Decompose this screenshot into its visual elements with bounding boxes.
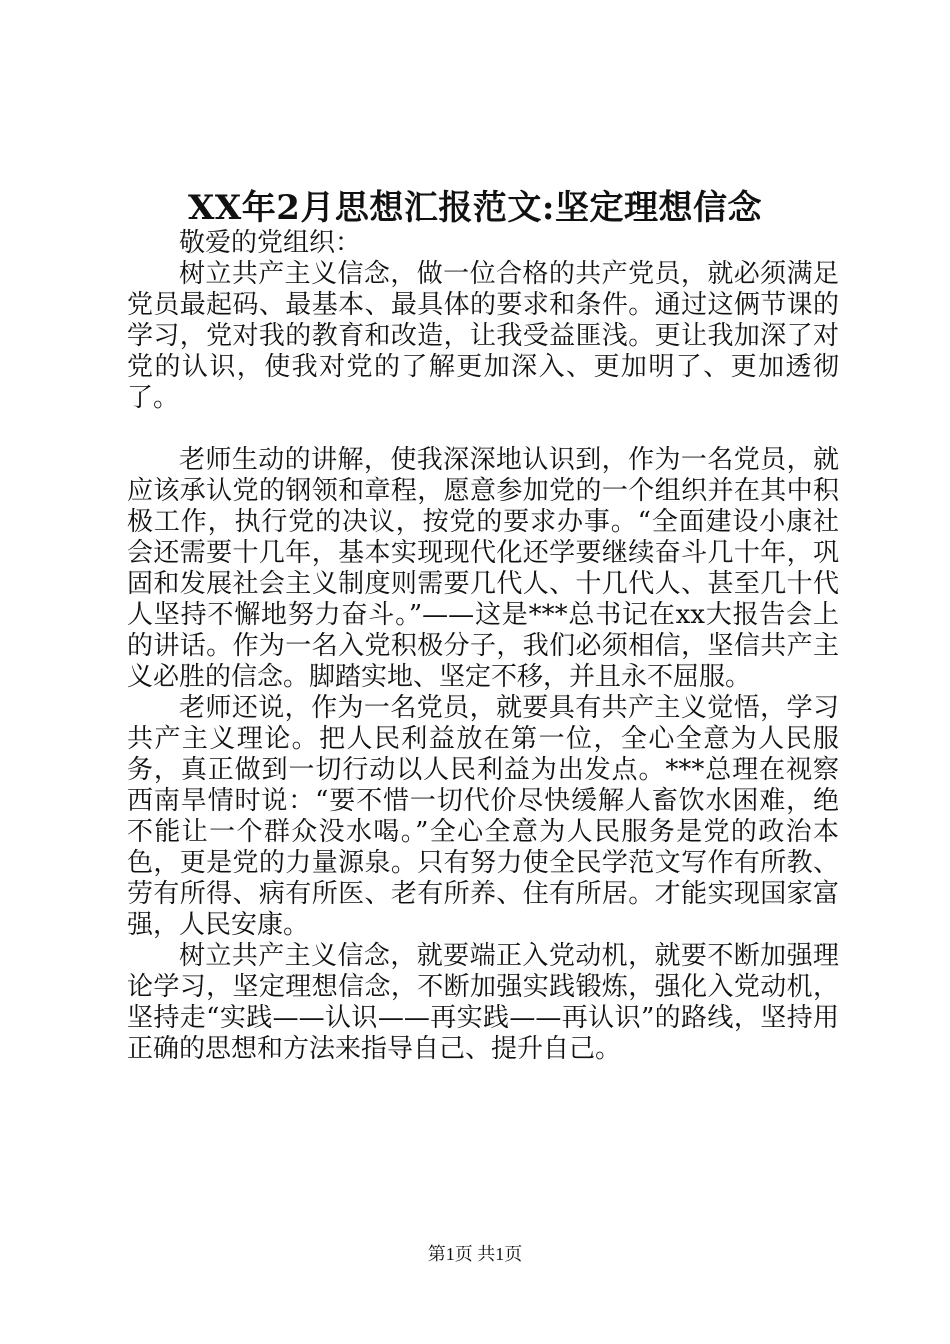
salutation: 敬爱的党组织： [179, 228, 362, 258]
page-number-footer: 第1页 共1页 [427, 1244, 523, 1264]
document-title: XX年2月思想汇报范文:坚定理想信念 [188, 188, 762, 228]
document-body [127, 228, 839, 1065]
paragraph-4: 树立共产主义信念，就要端正入党动机，就要不断加强理论学习，坚定理想信念，不断加强实践锻炼，强化入党动机，坚持走“实践——认识——再实践——再认识”的路线，坚持用正确的思想和方法来指导自己、提升自己。 [127, 941, 839, 1064]
paragraph-1: 树立共产主义信念，做一位合格的共产党员，就必须满足党员最起码、最基本、最具体的要求和条件。通过这俩节课的学习，党对我的教育和改造，让我受益匪浅。更让我加深了对党的认识，使我对党的了解更加深入、更加明了、更加透彻了。 [127, 259, 839, 413]
paragraph-2: 老师生动的讲解，使我深深地认识到，作为一名党员，就应该承认党的钢领和章程，愿意参加党的一个组织并在其中积极工作，执行党的决议，按党的要求办事。“全面建设小康社会还需要十几年，基本实现现代化还学要继续奋斗几十年，巩固和发展社会主义制度则需要几代人、十几代人、甚至几十代人坚持不懈地努力奋斗。”——这是***总书记在xx大报告会上的讲话。作为一名入党积极分子，我们必须相信，坚信共产主义必胜的信念。脚踏实地、坚定不移，并且永不屈服。 [127, 445, 839, 692]
paragraph-3: 老师还说，作为一名党员，就要具有共产主义觉悟，学习共产主义理论。把人民利益放在第一位，全心全意为人民服务，真正做到一切行动以人民利益为出发点。***总理在视察西南旱情时说：“要不惜一切代价尽快缓解人畜饮水困难，绝不能让一个群众没水喝。”全心全意为人民服务是党的政治本色，更是党的力量源泉。只有努力使全民学范文写作有所教、劳有所得、病有所医、老有所养、住有所居。才能实现国家富强，人民安康。 [127, 693, 839, 940]
